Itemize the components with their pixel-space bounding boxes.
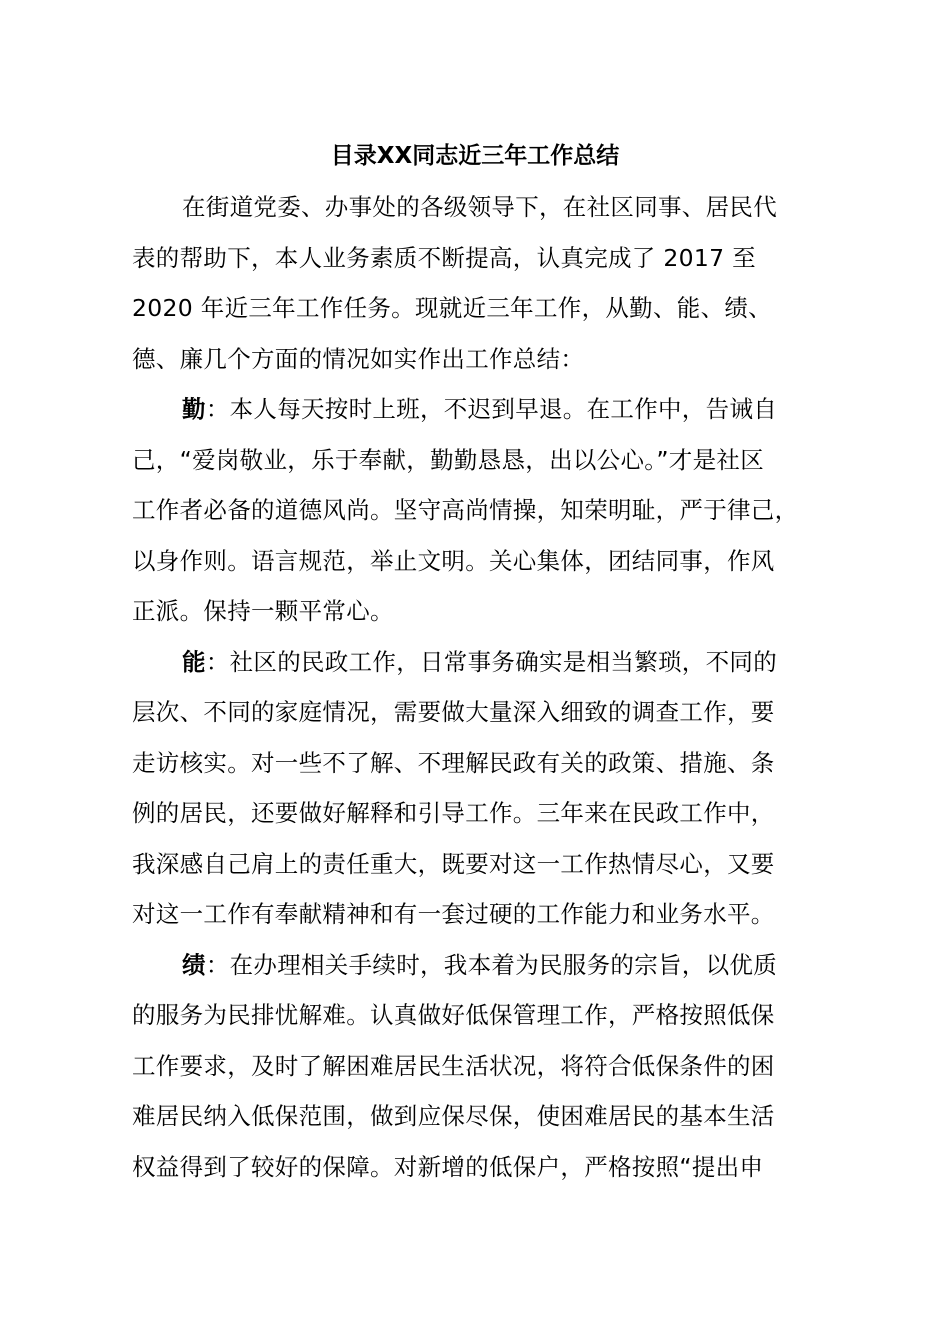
line-text: 在街道党委、办事处的各级领导下，在社区同事、居民代 xyxy=(182,193,777,221)
line-text: 走访核实。对一些不了解、不理解民政有关的政策、措施、条 xyxy=(132,748,775,777)
paragraph xyxy=(132,940,832,1193)
text-line xyxy=(132,435,832,486)
text-line xyxy=(132,738,832,789)
line-text: 难居民纳入低保范围，做到应保尽保，使困难居民的基本生活 xyxy=(132,1102,775,1130)
line-text: 层次、不同的家庭情况，需要做大量深入细致的调查工作，要 xyxy=(132,698,775,726)
text-line xyxy=(132,788,832,839)
text-line xyxy=(132,839,832,890)
line-text: 例的居民，还要做好解释和引导工作。三年来在民政工作中， xyxy=(132,799,775,827)
text-line xyxy=(132,687,832,738)
document-body xyxy=(132,182,832,1192)
text-line xyxy=(132,940,832,991)
paragraph-lead: 能 xyxy=(182,647,206,676)
line-text: 德、廉几个方面的情况如实作出工作总结： xyxy=(132,344,585,373)
text-line xyxy=(132,283,832,334)
paragraph xyxy=(132,182,832,384)
line-text: 以身作则。语言规范，举止文明。关心集体，团结同事，作风 xyxy=(132,546,775,575)
text-line xyxy=(132,1041,832,1092)
line-text: 己，“爱岗敬业，乐于奉献，勤勤恳恳，出以公心。”才是社区 xyxy=(132,445,764,474)
line-text: ：社区的民政工作，日常事务确实是相当繁琐，不同的 xyxy=(205,647,778,676)
line-text: 我深感自己肩上的责任重大，既要对这一工作热情尽心，又要 xyxy=(132,849,775,878)
text-line xyxy=(132,637,832,688)
text-line xyxy=(132,990,832,1041)
text-line xyxy=(132,233,832,284)
text-line xyxy=(132,536,832,587)
line-text: 正派。保持一颗平常心。 xyxy=(132,597,394,625)
line-text: 对这一工作有奉献精神和有一套过硬的工作能力和业务水平。 xyxy=(132,900,775,928)
paragraph-lead: 勤 xyxy=(182,395,206,423)
line-text: 权益得到了较好的保障。对新增的低保户，严格按照“提出申 xyxy=(132,1152,764,1181)
text-line xyxy=(132,1091,832,1142)
paragraph-lead: 绩 xyxy=(182,950,206,979)
text-line xyxy=(132,586,832,637)
paragraph xyxy=(132,384,832,637)
document-title: 目录XX同志近三年工作总结 xyxy=(330,143,620,169)
line-text: 的服务为民排忧解难。认真做好低保管理工作，严格按照低保 xyxy=(132,1001,775,1029)
text-line xyxy=(132,889,832,940)
text-line xyxy=(132,485,832,536)
line-text: 2020 年近三年工作任务。现就近三年工作，从勤、能、绩、 xyxy=(132,294,772,322)
text-line xyxy=(132,334,832,385)
line-text: 工作要求，及时了解困难居民生活状况，将符合低保条件的困 xyxy=(132,1051,775,1080)
text-line xyxy=(132,1142,832,1193)
paragraph xyxy=(132,637,832,940)
text-line xyxy=(132,182,832,233)
line-text: ：本人每天按时上班，不迟到早退。在工作中，告诫自 xyxy=(205,395,778,423)
line-text: ：在办理相关手续时，我本着为民服务的宗旨，以优质 xyxy=(205,950,778,979)
text-line xyxy=(132,384,832,435)
line-text: 表的帮助下，本人业务素质不断提高，认真完成了 2017 至 xyxy=(132,243,756,272)
line-text: 工作者必备的道德风尚。坚守高尚情操，知荣明耻，严于律己， xyxy=(132,496,799,524)
